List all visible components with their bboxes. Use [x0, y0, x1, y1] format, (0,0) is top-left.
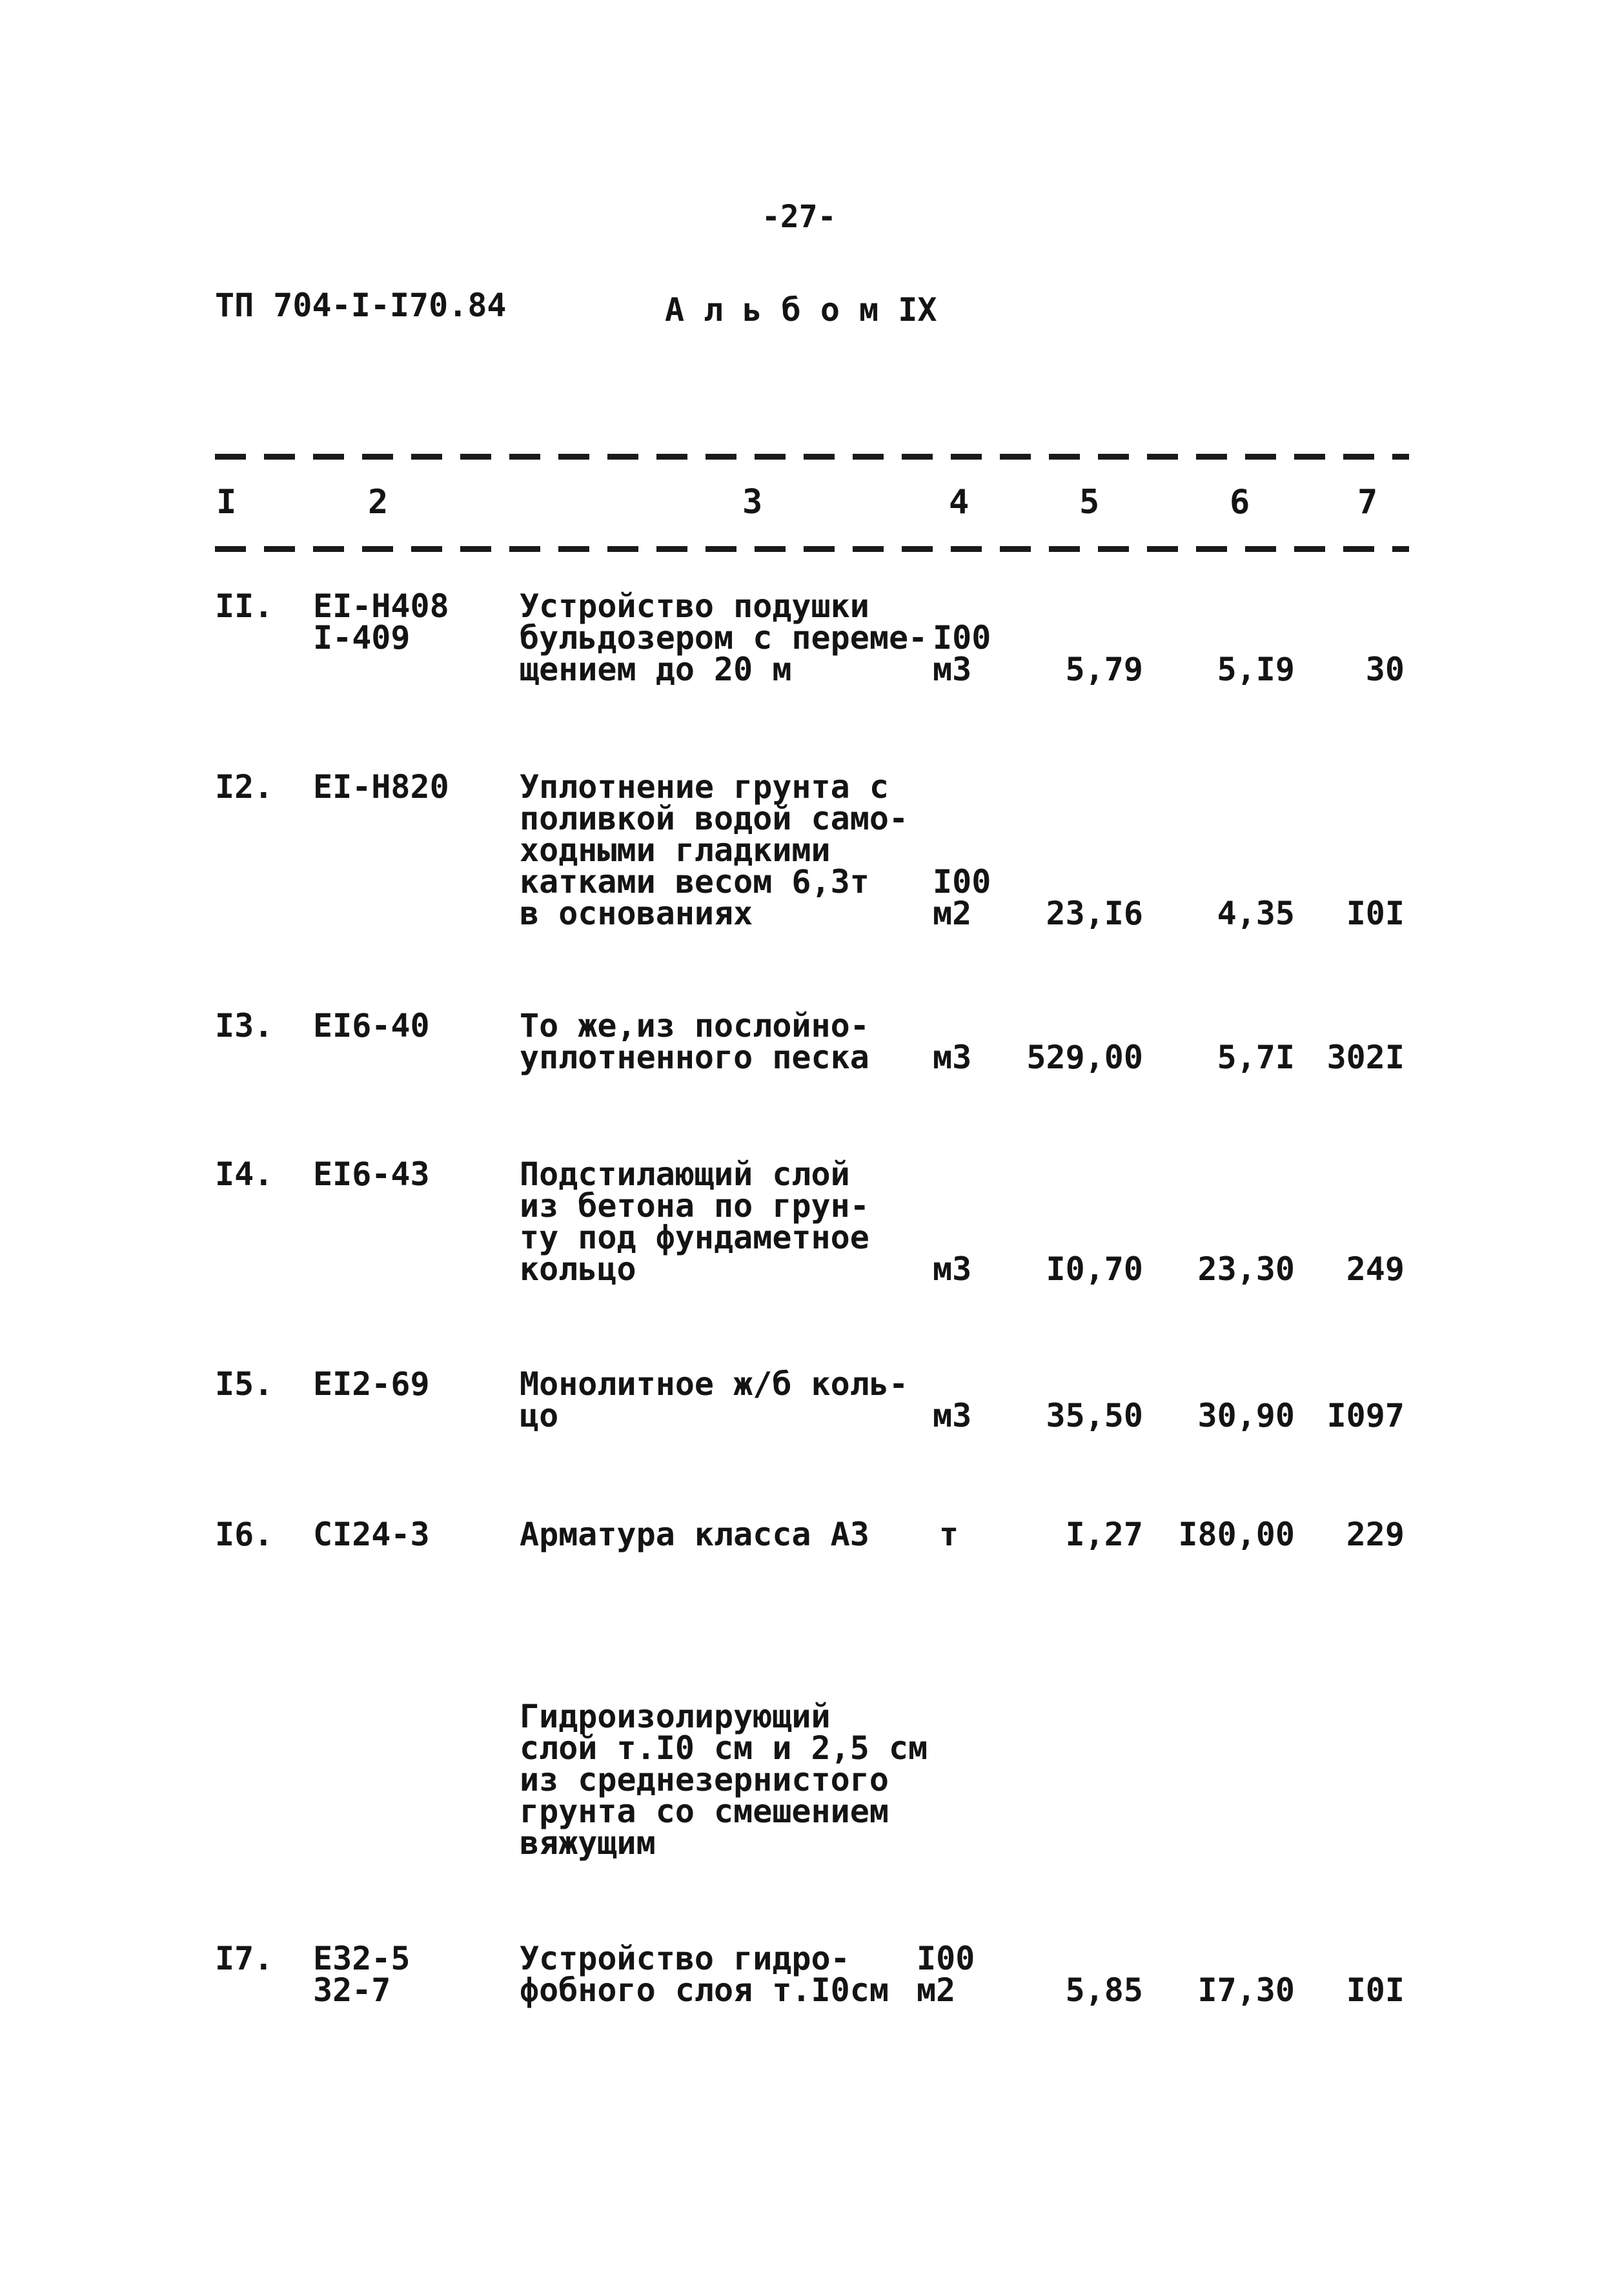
unit: I00 м3: [933, 619, 991, 688]
column-header: I: [216, 483, 237, 522]
row-number: I2.: [215, 768, 274, 806]
quantity: 23,I6: [1046, 895, 1143, 932]
column-header: 4: [949, 483, 969, 522]
document-code: ТП 704-I-I70.84: [215, 287, 507, 324]
unit: м3: [933, 1397, 972, 1434]
column-header: 3: [742, 483, 763, 522]
quantity: I,27: [1065, 1516, 1143, 1553]
quantity: 35,50: [1046, 1397, 1143, 1434]
unit: м3: [933, 1039, 972, 1076]
norm-code: EI6-40: [313, 1007, 430, 1044]
total-cost: 249: [1346, 1250, 1405, 1288]
unit: м3: [933, 1250, 972, 1288]
work-description: Уплотнение грунта с поливкой водой само- ходными гладкими катками весом 6,3т в основаниях: [520, 768, 909, 932]
unit-price: I7,30: [1197, 1971, 1295, 2009]
row-number: I6.: [215, 1516, 274, 1553]
total-cost: I0I: [1346, 895, 1405, 932]
table-header-rule: [215, 546, 1409, 552]
unit: I00 м2: [933, 863, 991, 932]
norm-code: EI6-43: [313, 1155, 430, 1193]
unit-price: 5,I9: [1217, 651, 1295, 688]
album-label: А л ь б о м IX: [665, 291, 937, 329]
unit-price: 5,7I: [1217, 1039, 1295, 1076]
total-cost: I0I: [1346, 1971, 1405, 2009]
page-number: -27-: [762, 199, 837, 235]
column-header: 2: [368, 483, 389, 522]
row-number: I4.: [215, 1155, 274, 1193]
work-description: Устройство подушки бульдозером с переме- щением до 20 м: [520, 587, 928, 688]
total-cost: 302I: [1326, 1039, 1405, 1076]
unit-price: I80,00: [1178, 1516, 1295, 1553]
work-description: Монолитное ж/б коль- цо: [520, 1365, 909, 1434]
unit-price: 23,30: [1197, 1250, 1295, 1288]
norm-code: EI2-69: [313, 1365, 430, 1403]
work-description: То же,из послойно- уплотненного песка: [520, 1007, 869, 1076]
column-header: 5: [1079, 483, 1100, 522]
unit-price: 30,90: [1197, 1397, 1295, 1434]
work-description: Арматура класса А3: [520, 1516, 869, 1553]
row-number: II.: [215, 587, 274, 625]
norm-code: CI24-3: [313, 1516, 430, 1553]
work-description: Подстилающий слой из бетона по грун- ту под фундаметное кольцо: [520, 1155, 869, 1288]
total-cost: 30: [1365, 651, 1405, 688]
unit: I00 м2: [917, 1940, 975, 2009]
row-number: I5.: [215, 1365, 274, 1403]
quantity: 5,85: [1065, 1971, 1143, 2009]
unit: т: [939, 1516, 959, 1553]
table-top-rule: [215, 454, 1409, 460]
quantity: 5,79: [1065, 651, 1143, 688]
row-number: I3.: [215, 1007, 274, 1044]
total-cost: 229: [1346, 1516, 1405, 1553]
norm-code: EI-H408 I-409: [313, 587, 449, 657]
quantity: 529,00: [1026, 1039, 1143, 1076]
quantity: I0,70: [1046, 1250, 1143, 1288]
norm-code: EI-H820: [313, 768, 449, 806]
total-cost: I097: [1326, 1397, 1405, 1434]
work-description: Устройство гидро- фобного слоя т.I0см: [520, 1940, 889, 2009]
column-header: 6: [1230, 483, 1250, 522]
unit-price: 4,35: [1217, 895, 1295, 932]
row-number: I7.: [215, 1940, 274, 1977]
norm-code: E32-5 32-7: [313, 1940, 411, 2009]
column-header: 7: [1357, 483, 1378, 522]
section-description: Гидроизолирующий слой т.I0 см и 2,5 см из среднезернистого грунта со смешением вяжущим: [520, 1698, 928, 1862]
